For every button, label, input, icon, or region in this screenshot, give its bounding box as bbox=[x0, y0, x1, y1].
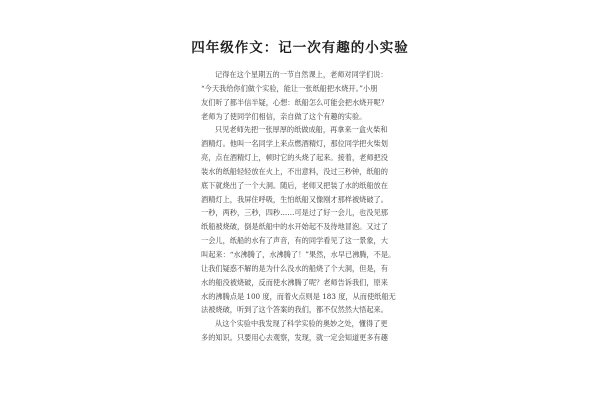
text-line: 水的沸腾点是 100 度，而着火点则是 183 度，从而使纸船无 bbox=[201, 291, 396, 301]
text-line: 法被烧破，听到了这个答案的我们，都不仅然然大悟起来。 bbox=[201, 305, 388, 315]
text-line: “今天我给你们做个实验，能让一张纸船把水烧开。”小朋 bbox=[201, 83, 378, 93]
text-line: 水的船没被烧破，反而使水沸腾了呢？老师告诉我们，原来 bbox=[201, 277, 388, 287]
text-line: 叫起来：“水沸腾了，水沸腾了！”果然，水早已沸腾，不是。 bbox=[201, 249, 396, 259]
text-line: 友们听了都半信半疑，心想：纸船怎么可能会把水烧开呢？ bbox=[201, 97, 388, 107]
text-line: 多的知识。只要用心去观察，发现，就一定会知道更多有趣 bbox=[201, 333, 388, 343]
text-line: 让我们疑惑不解的是为什么没水的船烧了个大洞，但是，有 bbox=[201, 263, 388, 273]
text-line: 老师为了使同学们相信，亲自做了这个有趣的实验。 bbox=[201, 111, 367, 121]
text-line: 记得在这个星期五的一节自然课上，老师对同学们说： bbox=[215, 70, 388, 79]
text-line: 酒精灯上，我屏住呼吸，生怕纸船又像刚才那样被烧破了。 bbox=[201, 194, 388, 204]
text-line: 只见老师先把一张厚厚的纸做成船，再拿来一盒火柴和 bbox=[215, 125, 388, 135]
text-line: 一秒，两秒，三秒，四秒……可是过了好一会儿，也没见那 bbox=[201, 208, 388, 218]
text-line: 酒精灯。他叫一名同学上来点燃酒精灯，那位同学把火柴划 bbox=[201, 139, 388, 149]
text-line: 底下就烧出了一个大洞。随后，老师又把装了水的纸船放在 bbox=[201, 180, 388, 190]
text-line: 装水的纸船轻轻放在火上，不出意料，没过三秒钟，纸船的 bbox=[201, 166, 388, 176]
text-line: 一会儿，纸船的水有了声音，有的同学看见了这一景象，大 bbox=[201, 236, 388, 246]
text-line: 纸船被烧破，倒是纸船中的水开始起不及待地冒泡。又过了 bbox=[201, 222, 388, 232]
text-line: 亮，点在酒精灯上，顿时它的头烧了起来。接着，老师把没 bbox=[201, 153, 388, 163]
document-title: 四年级作文：记一次有趣的小实验 bbox=[191, 40, 409, 56]
document-body bbox=[201, 68, 411, 345]
text-line: 从这个实验中我发现了科学实验的奥妙之处，懂得了更 bbox=[215, 319, 388, 329]
